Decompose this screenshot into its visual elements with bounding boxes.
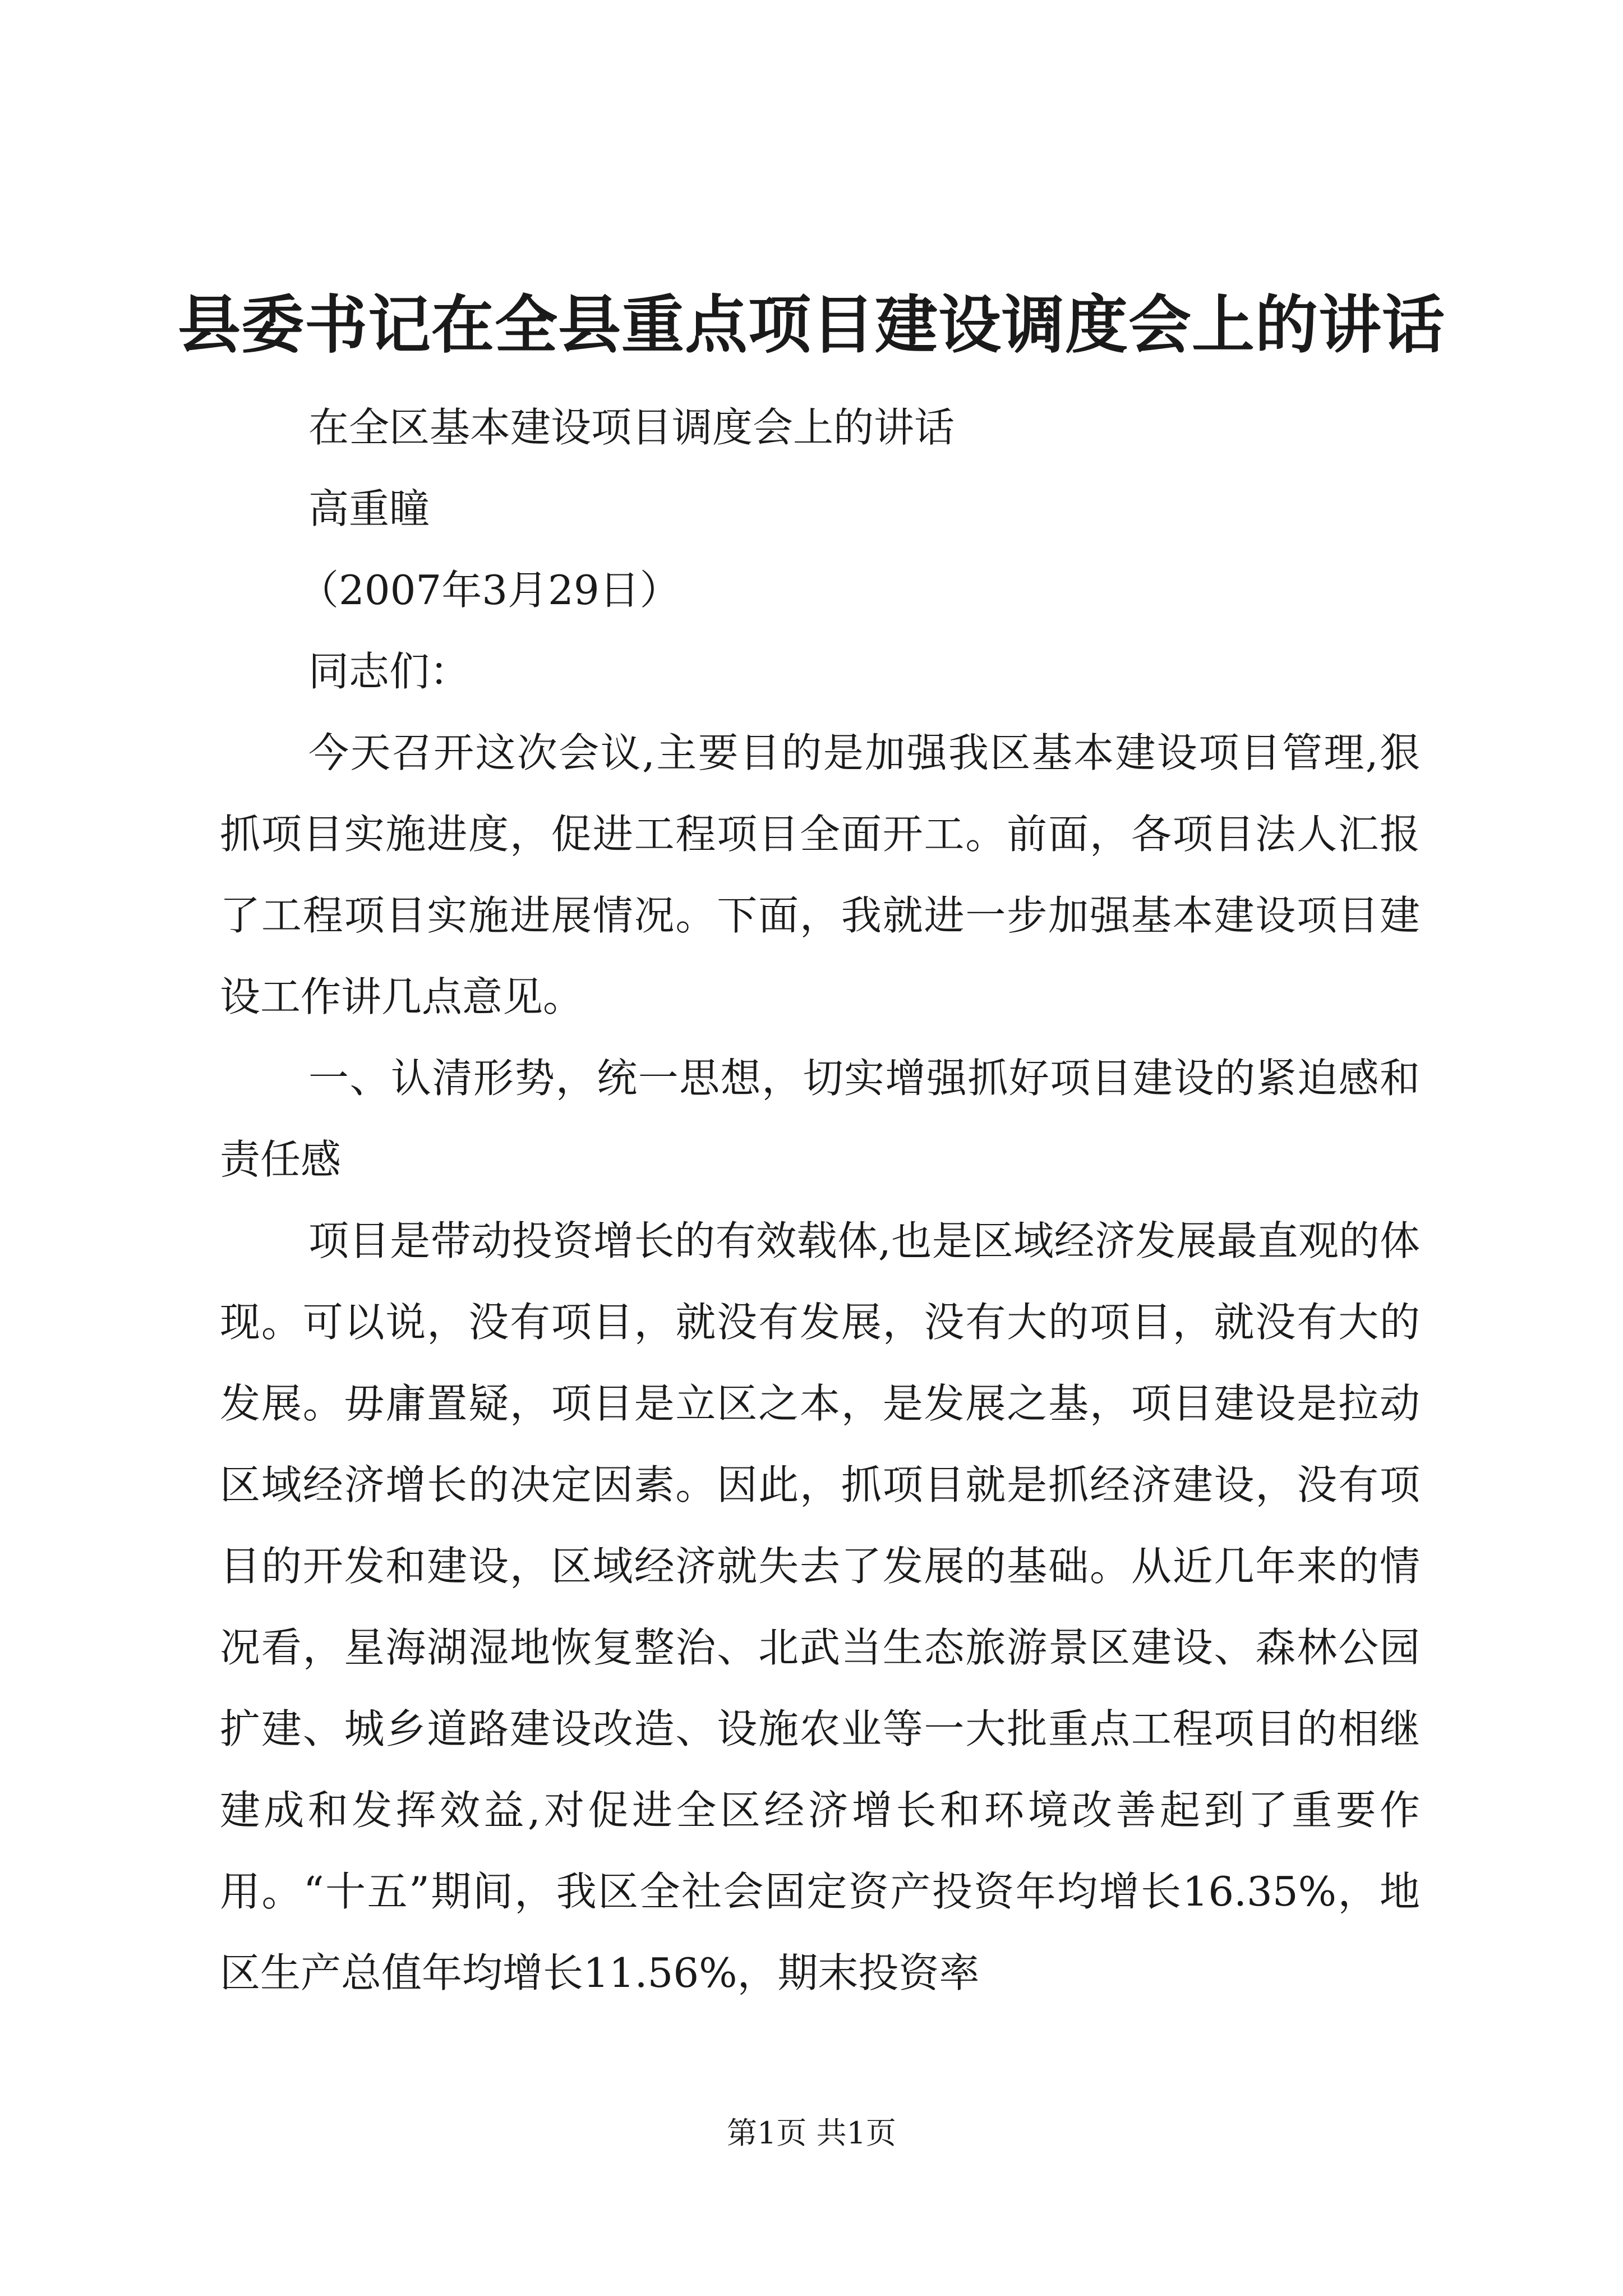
salutation: 同志们： <box>308 648 471 695</box>
body-paragraph: 项目是带动投资增长的有效载体,也是区域经济发展最直观的体现。可以说，没有项目，就没有发展，没有大的项目，就没有大的发展。毋庸置疑，项目是立区之本，是发展之基，项目建设是拉动区域经济增长的决定因素。因此，抓项目就是抓经济建设，没有项目的开发和建设，区域经济就失去了发展的基础。从近几年来的情况看，星海湖湿地恢复整治、北武当生态旅游景区建设、森林公园扩建、城乡道路建设改造、设施农业等一大批重点工程项目的相继建成和发挥效益,对促进全区经济增长和环境改善起到了重要作用。“十五”期间，我区全社会固定资产投资年均增长16.35%，地区生产总值年均增长11.56%，期末投资率 <box>220 1217 1420 1996</box>
section-heading: 一、认清形势，统一思想，切实增强抓好项目建设的紧迫感和责任感 <box>220 1055 1420 1183</box>
speaker-name: 高重瞳 <box>308 485 430 532</box>
document-body <box>220 387 1420 2014</box>
document-title: 县委书记在全县重点项目建设调度会上的讲话 <box>178 288 1445 362</box>
subtitle-paragraph: 在全区基本建设项目调度会上的讲话 <box>308 404 955 451</box>
body-paragraph: 今天召开这次会议,主要目的是加强我区基本建设项目管理,狠抓项目实施进度，促进工程项目全面开工。前面，各项目法人汇报了工程项目实施进展情况。下面，我就进一步加强基本建设项目建设工作讲几点意见。 <box>220 729 1420 1020</box>
speech-date: （2007年3月29日） <box>298 567 680 614</box>
page-footer: 第1页 共1页 <box>727 2115 896 2151</box>
